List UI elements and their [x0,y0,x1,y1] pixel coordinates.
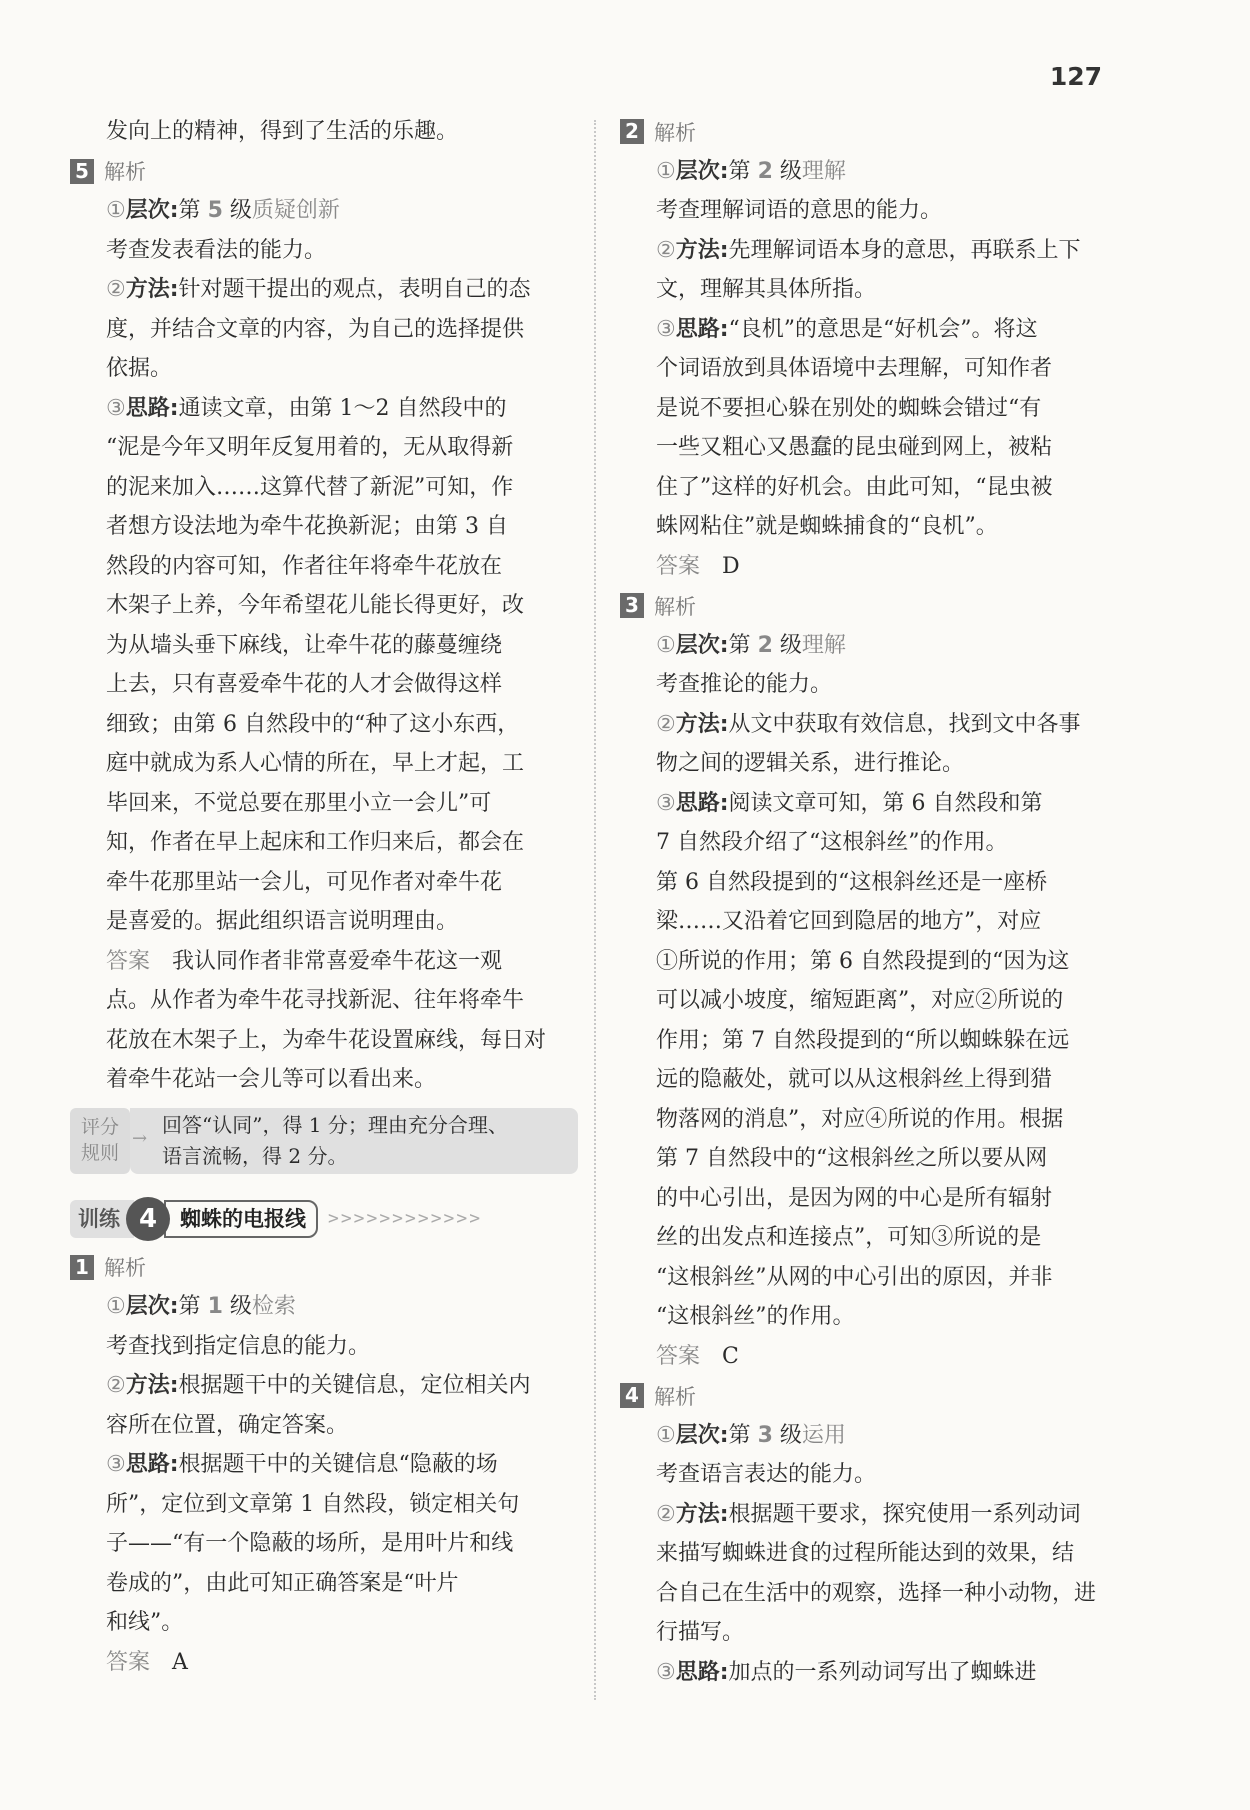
idea-line: 丝的出发点和连接点”，可知③所说的是 [656,1225,1042,1250]
idea-line: “这根斜丝”的作用。 [656,1304,855,1329]
method-line: 文，理解其具体所指。 [656,277,877,302]
idea-line: ③思路:阅读文章可知，第 6 自然段和第 [656,790,1043,816]
idea-line: 第 6 自然段提到的“这根斜丝还是一座桥 [656,869,1048,895]
analysis-label: 解析 [104,160,146,185]
chevrons-icon: >>>>>>>>>>>> [328,1208,483,1229]
idea-line: 毕回来，不觉总要在那里小立一会儿”可 [106,790,492,816]
level-description: 考查发表看法的能力。 [106,237,327,263]
analysis-label: 解析 [654,120,696,145]
analysis-label: 解析 [654,1384,696,1409]
answer-line: 答案 C [656,1343,739,1369]
idea-line: 是喜爱的。据此组织语言说明理由。 [106,909,459,934]
scoring-rule-text: 回答“认同”，得 1 分；理由充分合理、 语言流畅，得 2 分。 [130,1108,578,1174]
question-number-badge: 5 [70,159,94,184]
idea-line: 住了”这样的好机会。由此可知，“昆虫被 [656,474,1053,500]
question-3-analysis [620,586,1125,1376]
idea-line: 和线”。 [106,1610,184,1635]
training-header [70,1194,570,1244]
scoring-rule-tag: 评分 规则 [70,1108,130,1174]
answer-line: 答案 我认同作者非常喜爱牵牛花这一观 [106,948,503,974]
page-number: 127 [1049,62,1102,91]
idea-line: 为从墙头垂下麻线，让牵牛花的藤蔓缠绕 [106,632,503,658]
level-line: ①层次:第 3 级运用 [656,1422,846,1448]
idea-line: ③思路:根据题干中的关键信息“隐蔽的场 [106,1452,498,1477]
idea-line: “这根斜丝”从网的中心引出的原因，并非 [656,1264,1053,1290]
question-number-badge: 4 [620,1383,644,1408]
method-line: ②方法:先理解词语本身的意思，再联系上下 [656,237,1081,263]
question-heading [620,1376,1125,1416]
question-heading [70,152,570,192]
analysis-label: 解析 [104,1256,146,1281]
level-description: 考查找到指定信息的能力。 [106,1333,371,1359]
level-line: ①层次:第 2 级理解 [656,632,846,658]
analysis-label: 解析 [654,594,696,619]
question-number-badge: 3 [620,593,644,618]
idea-line: 牵牛花那里站一会儿，可见作者对牵牛花 [106,869,503,895]
idea-line: 一些又粗心又愚蠢的昆虫碰到网上，被粘 [656,435,1053,460]
idea-line: ③思路:通读文章，由第 1～2 自然段中的 [106,395,507,421]
level-line: ①层次:第 5 级质疑创新 [106,198,340,223]
answer-line: 花放在木架子上，为牵牛花设置麻线，每日对 [106,1027,547,1053]
idea-line: 梁……又沿着它回到隐居的地方”，对应 [656,909,1042,934]
level-description: 考查推论的能力。 [656,672,833,697]
answer-line: 着牵牛花站一会儿等可以看出来。 [106,1067,437,1092]
method-line: ②方法:根据题干要求，探究使用一系列动词 [656,1501,1081,1527]
question-heading [620,586,1125,626]
idea-line: 庭中就成为系人心情的所在，早上才起，工 [106,751,525,776]
idea-line: ③思路:加点的一系列动词写出了蜘蛛进 [656,1659,1037,1685]
training-tag: 训练 [70,1200,134,1238]
intro-line: 发向上的精神，得到了生活的乐趣。 [106,119,459,144]
method-line: 行描写。 [656,1620,745,1645]
idea-line: 细致；由第 6 自然段中的“种了这小东西， [106,711,520,737]
idea-line: 子——“有一个隐蔽的场所，是用叶片和线 [106,1531,514,1556]
idea-line: 个词语放到具体语境中去理解，可知作者 [656,356,1053,381]
answer-line: 点。从作者为牵牛花寻找新泥、往年将牵牛 [106,988,525,1013]
scoring-rule-box [70,1106,570,1180]
idea-line: 第 7 自然段中的“这根斜丝之所以要从网 [656,1146,1048,1171]
answer-line: 答案 D [656,553,740,579]
idea-line: ③思路:“良机”的意思是“好机会”。将这 [656,316,1038,342]
left-column [70,112,570,1682]
method-line: 容所在位置，确定答案。 [106,1412,349,1438]
idea-line: 是说不要担心躲在别处的蜘蛛会错过“有 [656,395,1042,421]
question-heading [70,1248,570,1288]
method-line: 物之间的逻辑关系，进行推论。 [656,751,965,776]
idea-line: 7 自然段介绍了“这根斜丝”的作用。 [656,830,1008,855]
method-line: ②方法:从文中获取有效信息，找到文中各事 [656,711,1081,737]
question-1-analysis [70,1248,570,1683]
right-column [620,112,1125,1692]
method-line: 合自己在生活中的观察，选择一种小动物，进 [656,1580,1097,1606]
method-line: ②方法:根据题干中的关键信息，定位相关内 [106,1373,531,1398]
idea-line: 作用；第 7 自然段提到的“所以蜘蛛躲在远 [656,1027,1070,1053]
idea-line: 物落网的消息”，对应④所说的作用。根据 [656,1106,1064,1132]
answer-line: 答案 A [106,1649,188,1675]
idea-line: 者想方设法地为牵牛花换新泥；由第 3 自 [106,514,508,539]
idea-line: ①所说的作用；第 6 自然段提到的“因为这 [656,948,1070,974]
idea-line: 的泥来加入……这算代替了新泥”可知，作 [106,474,514,500]
method-line: 来描写蜘蛛进食的过程所能达到的效果，结 [656,1541,1075,1566]
method-line: 依据。 [106,356,173,381]
idea-line: 可以减小坡度，缩短距离”，对应②所说的 [656,988,1064,1013]
level-line: ①层次:第 1 级检索 [106,1294,296,1319]
idea-line: “泥是今年又明年反复用着的，无从取得新 [106,435,514,460]
level-description: 考查语言表达的能力。 [656,1462,877,1487]
idea-line: 然段的内容可知，作者往年将牵牛花放在 [106,553,503,579]
idea-line: 知，作者在早上起床和工作归来后，都会在 [106,830,525,855]
idea-line: 蛛网粘住”就是蜘蛛捕食的“良机”。 [656,514,998,539]
idea-line: 卷成的”，由此可知正确答案是“叶片 [106,1570,459,1596]
question-4-analysis [620,1376,1125,1692]
question-2-analysis [620,112,1125,586]
method-line: ②方法:针对题干提出的观点，表明自己的态 [106,277,531,302]
idea-line: 木架子上养，今年希望花儿能长得更好，改 [106,593,525,618]
column-divider [594,120,596,1700]
question-heading [620,112,1125,152]
level-description: 考查理解词语的意思的能力。 [656,198,943,223]
training-number: 4 [126,1197,170,1241]
method-line: 度，并结合文章的内容，为自己的选择提供 [106,316,525,342]
question-number-badge: 2 [620,119,644,144]
idea-line: 远的隐蔽处，就可以从这根斜丝上得到猎 [656,1067,1053,1092]
idea-line: 所”，定位到文章第 1 自然段，锁定相关句 [106,1491,520,1517]
level-line: ①层次:第 2 级理解 [656,158,846,184]
question-5-analysis [70,152,570,1100]
arrow-right-icon: → [132,1127,148,1149]
question-number-badge: 1 [70,1255,94,1280]
idea-line: 上去，只有喜爱牵牛花的人才会做得这样 [106,672,503,697]
idea-line: 的中心引出，是因为网的中心是所有辐射 [656,1185,1053,1211]
training-title: 蜘蛛的电报线 [164,1200,318,1238]
